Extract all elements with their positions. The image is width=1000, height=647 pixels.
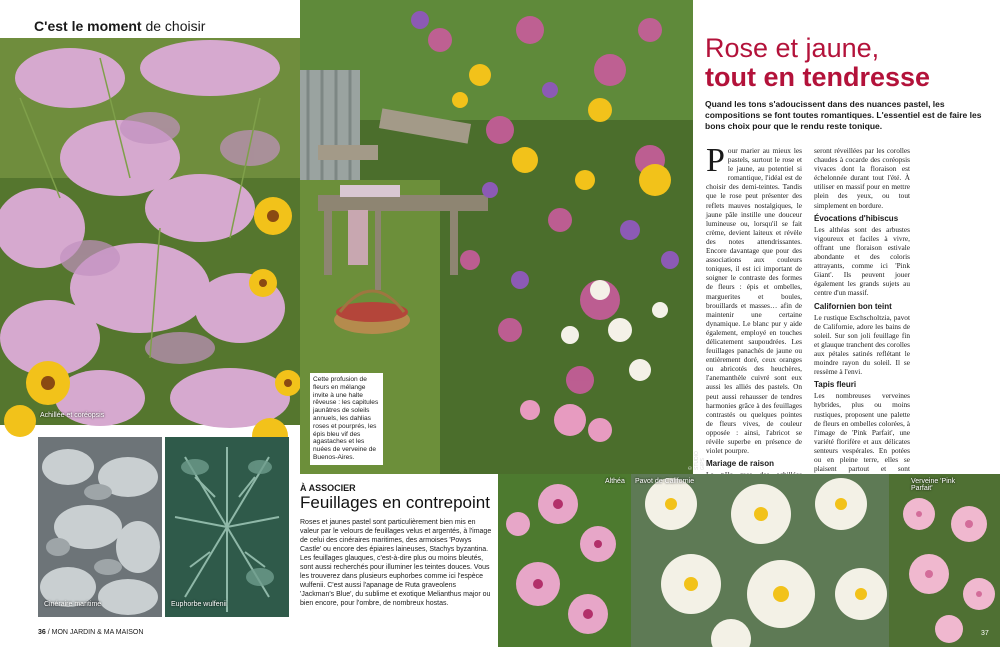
folio-left: 36 / MON JARDIN & MA MAISON <box>38 629 144 636</box>
photo-euphorbe <box>165 437 289 617</box>
photo-verveine <box>889 474 1000 647</box>
associer-tag: À ASSOCIER <box>300 483 356 493</box>
photo-credit: © STUDIO GIPS <box>688 451 706 470</box>
photo-caption: Althéa <box>605 478 625 485</box>
subhead-tapis: Tapis fleuri <box>814 380 857 390</box>
title-line-1: Rose et jaune, <box>705 33 880 63</box>
associer-box <box>300 483 492 608</box>
garden-caption: Cette profusion de fleurs en mélange invite à une halte rêveuse : les capitules jaunâtres de soleils annuels, les dahlias roses et pourprés, les épis bleu vif des agastaches et les nuées de verveine de Buenos-Aires. <box>310 373 383 465</box>
photo-althea <box>498 474 631 647</box>
article-title <box>705 34 995 92</box>
text-column-2: seront réveillées par les corolles chaudes à cocarde des coréopsis vivaces dont la floraison est échelonnée durant tout l'été. À utiliser en massif pour en mettre plein des yeux, ou tout simplement en bordure. Évocations d'hibiscus Les althéas sont des arbustes vigoureux et faciles à vivre, offrant une floraison estivale abondante et des coloris attrayants, comme ici 'Pink Giant'. Ils peuvent jouer également les grands sujets au centre d'un massif. Californien bon teint Le rustique Eschscholtzia, pavot de Californie, adore les bains de soleil. Sur son joli feuillage fin et glauque tranchent des corolles aux pétales satinés reflétant le moindre rayon du soleil. Il se ressème à l'envi. Tapis fleuri Les nombreuses verveines hybrides, plus ou moins rustiques, proposent une palette de fleurs en ombelles colorées, à l'image de 'Pink Parfait', une variété florifère et aux délicates senteurs vespérales. En potées ou en pleine terre, elles se plaisent partout et sont <box>814 146 910 474</box>
subhead-mariage: Mariage de raison <box>706 459 775 469</box>
photo-caption: Pavot de Californie <box>635 478 695 485</box>
subhead-californien: Californien bon teint <box>814 301 892 311</box>
section-kicker: C'est le moment de choisir <box>34 18 206 34</box>
photo-caption: Cinéraire maritime <box>44 601 102 608</box>
photo-caption: Verveine 'Pink Parfait' <box>911 478 956 492</box>
title-line-2: tout en tendresse <box>705 62 931 92</box>
photo-caption: Achillée et coréopsis <box>40 412 105 419</box>
photo-pavot-californie <box>631 474 889 647</box>
subhead-hibiscus: Évocations d'hibiscus <box>814 213 899 223</box>
dropcap: P <box>706 142 725 179</box>
article-lead: Quand les tons s'adoucissent dans des nuances pastel, les compositions se font toutes romantiques. L'essentiel est de faire les bons choix pour que le rendu reste tonique. <box>705 99 982 131</box>
associer-body: Roses et jaunes pastel sont particulièrement bien mis en valeur par le velours de feuillages velus et argentés, à l'image de celui des cinéraires maritimes, des armoises 'Powys Castle' ou encore des épiaires laineuses, Stachys byzantina. Les feuillages glauques, c'est-à-dire plus ou moins bleutés, sont aussi recherchés pour illuminer les teintes douces. Vous les trouverez dans plusieurs euphorbes comme ici l'espèce wulfenii. C'est aussi l'apanage de Ruta graveolens 'Jackman's Blue', du sublime et exotique Melianthus major ou bien encore, pour l'ombre, de nombreux hostas. <box>300 519 492 607</box>
photo-cineraire <box>38 437 162 617</box>
folio-right: 37 <box>981 630 989 637</box>
text-column-1: Pour marier au mieux les pastels, surtout le rose et le jaune, au potentiel si romantique, l'idéal est de choisir des demi-teintes. Tandis que le rose peut présenter des reflets mauves nostalgiques, le jaune pâle instille une douceur lumineuse ou, lorsqu'il se fait crème, devient laiteux et révèle des notes attendrissantes. Encore davantage que pour des associations aux couleurs toniques, il est ici important de soigner le contraste des formes de fleurs : épis et ombelles, marguerites et boules, brouillards et masses… afin de maintenir une certaine dynamique. Le blanc pur y aide également, employé en touches délicatement saupoudrées. Les feuillages panachés de jaune ou entièrement doré, ceux oranges ou abricotés des heuchères, l'anemanthèle cuivré sont eux aussi les alliés des pastels. On peut aussi rehausser de tendres harmonies grâce à des feuillages contrastés ou quelques pointes de fleurs vives, de couleur opposée : ainsi, l'abricot se révèle superbe en présence de violet pourpre. Mariage de raison <box>706 142 802 469</box>
photo-achillee-coreopsis <box>0 38 300 425</box>
associer-title: Feuillages en contrepoint <box>300 493 490 512</box>
photo-caption: Euphorbe wulfenii <box>171 601 227 608</box>
